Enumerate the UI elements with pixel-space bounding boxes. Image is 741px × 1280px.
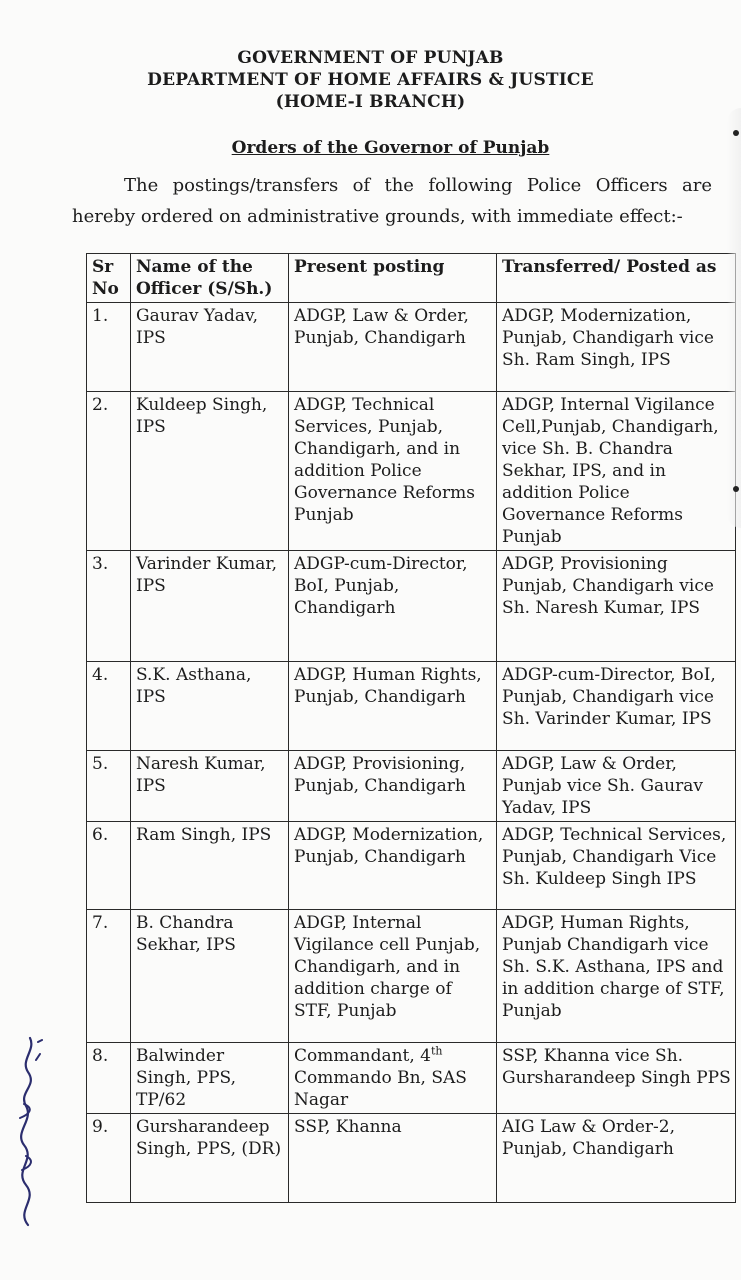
transferred-cell: ADGP, Modernization, Punjab, Chandigarh vice Sh. Ram Singh, IPS	[497, 303, 736, 392]
officer-cell: Gursharandeep Singh, PPS, (DR)	[131, 1114, 289, 1203]
table-row	[87, 662, 736, 751]
table-row	[87, 1043, 736, 1114]
header-transferred-posted: Transferred/ Posted as	[497, 254, 736, 303]
header-present-posting: Present posting	[289, 254, 497, 303]
present-posting-cell: ADGP, Provisioning, Punjab, Chandigarh	[289, 751, 497, 822]
edge-dot	[733, 486, 739, 492]
present-posting-cell: ADGP, Internal Vigilance cell Punjab, Chandigarh, and in addition charge of STF, Punjab	[289, 910, 497, 1043]
present-posting-cell: ADGP, Modernization, Punjab, Chandigarh	[289, 822, 497, 910]
department-heading: DEPARTMENT OF HOME AFFAIRS & JUSTICE	[147, 70, 594, 90]
intro-paragraph: The postings/transfers of the following Police Officers are hereby ordered on administrative grounds, with immediate effect:-	[72, 175, 712, 227]
officer-cell: Varinder Kumar, IPS	[131, 551, 289, 662]
present-posting-main: Commandant, 4	[294, 1046, 431, 1066]
table-row	[87, 1114, 736, 1203]
sr-cell: 8.	[87, 1043, 131, 1114]
table-row	[87, 822, 736, 910]
present-posting-cell: ADGP, Law & Order, Punjab, Chandigarh	[289, 303, 497, 392]
officer-cell: Kuldeep Singh, IPS	[131, 392, 289, 551]
table-header-row	[87, 254, 736, 303]
transferred-cell: SSP, Khanna vice Sh. Gursharandeep Singh PPS	[497, 1043, 736, 1114]
transferred-cell: AIG Law & Order-2, Punjab, Chandigarh	[497, 1114, 736, 1203]
present-posting-cell: ADGP, Human Rights, Punjab, Chandigarh	[289, 662, 497, 751]
edge-dot	[733, 130, 739, 136]
sr-cell: 3.	[87, 551, 131, 662]
officer-cell: Balwinder Singh, PPS, TP/62	[131, 1043, 289, 1114]
transferred-cell: ADGP, Human Rights, Punjab Chandigarh vice Sh. S.K. Asthana, IPS and in addition charge of STF, Punjab	[497, 910, 736, 1043]
sr-cell: 7.	[87, 910, 131, 1043]
present-posting-rest: Commando Bn, SAS Nagar	[294, 1068, 467, 1110]
postings-table	[86, 253, 736, 1203]
transferred-cell: ADGP, Provisioning Punjab, Chandigarh vice Sh. Naresh Kumar, IPS	[497, 551, 736, 662]
sr-cell: 9.	[87, 1114, 131, 1203]
officer-cell: S.K. Asthana, IPS	[131, 662, 289, 751]
handwritten-signature	[8, 1020, 48, 1230]
table-row	[87, 392, 736, 551]
transferred-cell: ADGP, Internal Vigilance Cell,Punjab, Chandigarh, vice Sh. B. Chandra Sekhar, IPS, and in addition Police Governance Reforms Punjab	[497, 392, 736, 551]
header-sr-no: Sr No	[87, 254, 131, 303]
officer-cell: Ram Singh, IPS	[131, 822, 289, 910]
sr-cell: 6.	[87, 822, 131, 910]
transferred-cell: ADGP, Technical Services, Punjab, Chandigarh Vice Sh. Kuldeep Singh IPS	[497, 822, 736, 910]
present-posting-cell: SSP, Khanna	[289, 1114, 497, 1203]
order-title: Orders of the Governor of Punjab	[231, 138, 550, 158]
header-officer-name: Name of the Officer (S/Sh.)	[131, 254, 289, 303]
sr-cell: 4.	[87, 662, 131, 751]
officer-cell: B. Chandra Sekhar, IPS	[131, 910, 289, 1043]
page-edge-shadow	[727, 108, 741, 528]
table-row	[87, 551, 736, 662]
branch-heading: (HOME-I BRANCH)	[275, 92, 466, 112]
present-posting-cell: ADGP-cum-Director, BoI, Punjab, Chandigarh	[289, 551, 497, 662]
table-row	[87, 910, 736, 1043]
government-heading: GOVERNMENT OF PUNJAB	[237, 48, 504, 68]
sr-cell: 1.	[87, 303, 131, 392]
officer-cell: Naresh Kumar, IPS	[131, 751, 289, 822]
sr-cell: 5.	[87, 751, 131, 822]
transferred-cell: ADGP, Law & Order, Punjab vice Sh. Gaurav Yadav, IPS	[497, 751, 736, 822]
officer-cell: Gaurav Yadav, IPS	[131, 303, 289, 392]
table-row	[87, 751, 736, 822]
sr-cell: 2.	[87, 392, 131, 551]
transferred-cell: ADGP-cum-Director, BoI, Punjab, Chandigarh vice Sh. Varinder Kumar, IPS	[497, 662, 736, 751]
ordinal-suffix: th	[431, 1044, 443, 1058]
present-posting-cell: ADGP, Technical Services, Punjab, Chandigarh, and in addition Police Governance Reforms Punjab	[289, 392, 497, 551]
present-posting-cell	[289, 1043, 497, 1114]
table-row	[87, 303, 736, 392]
